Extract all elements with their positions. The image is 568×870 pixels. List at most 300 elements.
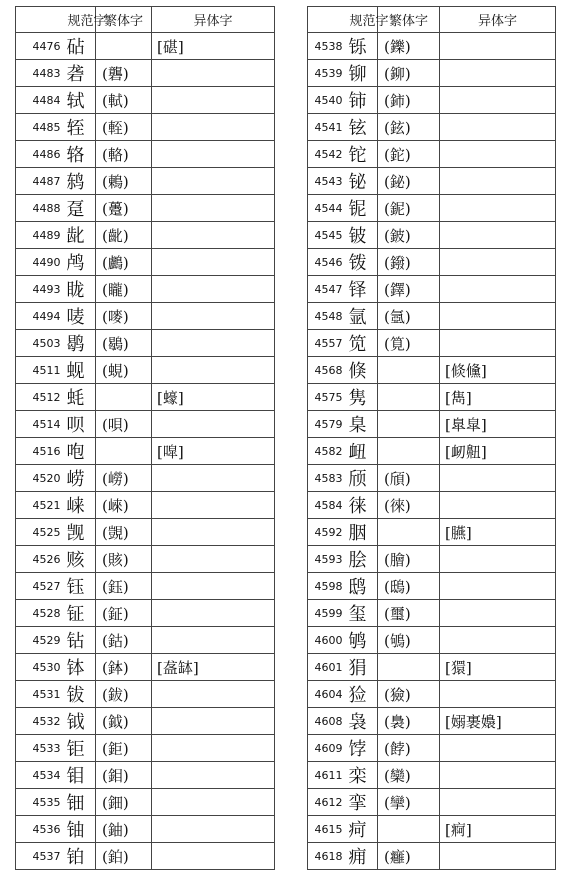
entry-number: 4489 — [16, 222, 64, 249]
table-row — [16, 816, 275, 843]
standard-char: 衄 — [346, 438, 378, 465]
traditional-char: (鏺) — [378, 249, 440, 276]
table-row — [308, 87, 556, 114]
entry-number: 4511 — [16, 357, 64, 384]
entry-number: 4545 — [308, 222, 346, 249]
standard-char: 饽 — [346, 735, 378, 762]
entry-number: 4546 — [308, 249, 346, 276]
variant-char — [440, 627, 556, 654]
table-row — [308, 573, 556, 600]
entry-number: 4568 — [308, 357, 346, 384]
standard-char: 铉 — [346, 114, 378, 141]
traditional-char: (賅) — [96, 546, 152, 573]
traditional-char — [96, 384, 152, 411]
traditional-char: (齔) — [96, 222, 152, 249]
standard-char: 咆 — [64, 438, 96, 465]
standard-char: 钺 — [64, 708, 96, 735]
traditional-char: (矓) — [96, 276, 152, 303]
traditional-char: (鈮) — [378, 195, 440, 222]
standard-char: 钼 — [64, 762, 96, 789]
traditional-char: (膾) — [378, 546, 440, 573]
variant-char: [盋缽] — [152, 654, 275, 681]
entry-number: 4488 — [16, 195, 64, 222]
table-row — [308, 735, 556, 762]
standard-char: 蚝 — [64, 384, 96, 411]
traditional-char: (鉍) — [378, 168, 440, 195]
standard-char: 铄 — [346, 33, 378, 60]
standard-char: 疴 — [346, 816, 378, 843]
variant-char — [152, 762, 275, 789]
table-row — [16, 114, 275, 141]
entry-number: 4600 — [308, 627, 346, 654]
header-traditional: 繁体字 — [378, 7, 440, 33]
standard-char: 铋 — [346, 168, 378, 195]
table-row — [308, 492, 556, 519]
variant-char — [440, 87, 556, 114]
standard-char: 赅 — [64, 546, 96, 573]
entry-number: 4604 — [308, 681, 346, 708]
entry-number: 4593 — [308, 546, 346, 573]
variant-char — [152, 843, 275, 870]
right-table — [307, 6, 556, 870]
traditional-char: (崍) — [96, 492, 152, 519]
traditional-char: (鶡) — [96, 330, 152, 357]
header-variant: 异体字 — [152, 7, 275, 33]
entry-number: 4503 — [16, 330, 64, 357]
traditional-char: (嶗) — [96, 465, 152, 492]
standard-char: 眬 — [64, 276, 96, 303]
standard-char: 辂 — [64, 141, 96, 168]
traditional-char — [378, 411, 440, 438]
table-row — [16, 141, 275, 168]
traditional-char: (唄) — [96, 411, 152, 438]
standard-char: 蚬 — [64, 357, 96, 384]
table-row — [16, 735, 275, 762]
traditional-char: (頎) — [378, 465, 440, 492]
variant-char — [152, 411, 275, 438]
table-row — [308, 600, 556, 627]
entry-number: 4582 — [308, 438, 346, 465]
entry-number: 4599 — [308, 600, 346, 627]
entry-number: 4608 — [308, 708, 346, 735]
traditional-char: (鈸) — [96, 681, 152, 708]
table-row — [308, 438, 556, 465]
entry-number: 4544 — [308, 195, 346, 222]
variant-char — [152, 708, 275, 735]
table-row — [16, 222, 275, 249]
table-row — [308, 546, 556, 573]
traditional-char: (鈹) — [378, 222, 440, 249]
table-row — [16, 573, 275, 600]
variant-char — [152, 303, 275, 330]
table-row — [308, 357, 556, 384]
entry-number: 4615 — [308, 816, 346, 843]
traditional-char: (鉞) — [96, 708, 152, 735]
variant-char: [碪] — [152, 33, 275, 60]
standard-char: 铂 — [64, 843, 96, 870]
traditional-char: (裊) — [378, 708, 440, 735]
traditional-char: (鉬) — [96, 762, 152, 789]
traditional-char: (礱) — [96, 60, 152, 87]
variant-char — [152, 141, 275, 168]
variant-char — [440, 789, 556, 816]
standard-char: 栾 — [346, 762, 378, 789]
variant-char — [152, 465, 275, 492]
standard-char: 轾 — [64, 114, 96, 141]
entry-number: 4598 — [308, 573, 346, 600]
variant-char — [152, 357, 275, 384]
traditional-char: (癰) — [378, 843, 440, 870]
standard-char: 钵 — [64, 654, 96, 681]
table-row — [16, 438, 275, 465]
entry-number: 4529 — [16, 627, 64, 654]
entry-number: 4538 — [308, 33, 346, 60]
entry-number: 4540 — [308, 87, 346, 114]
traditional-char: (攣) — [378, 789, 440, 816]
variant-char — [440, 573, 556, 600]
traditional-char: (鑠) — [378, 33, 440, 60]
entry-number: 4618 — [308, 843, 346, 870]
variant-char — [152, 816, 275, 843]
traditional-char: (鈿) — [96, 789, 152, 816]
table-row — [308, 168, 556, 195]
traditional-char — [378, 357, 440, 384]
standard-char: 钰 — [64, 573, 96, 600]
table-row — [308, 654, 556, 681]
variant-char: [痾] — [440, 816, 556, 843]
entry-number: 4527 — [16, 573, 64, 600]
variant-char — [152, 114, 275, 141]
traditional-char: (鴝) — [378, 627, 440, 654]
table-row — [308, 465, 556, 492]
table-row — [16, 195, 275, 222]
entry-number: 4521 — [16, 492, 64, 519]
entry-number: 4575 — [308, 384, 346, 411]
standard-char: 鹖 — [64, 330, 96, 357]
table-row — [16, 843, 275, 870]
table-row — [308, 222, 556, 249]
table-row — [308, 681, 556, 708]
entry-number: 4579 — [308, 411, 346, 438]
table-row — [308, 60, 556, 87]
variant-char — [152, 519, 275, 546]
variant-char — [440, 330, 556, 357]
standard-char: 龀 — [64, 222, 96, 249]
entry-number: 4531 — [16, 681, 64, 708]
variant-char — [440, 249, 556, 276]
standard-char: 钹 — [64, 681, 96, 708]
standard-char: 铌 — [346, 195, 378, 222]
entry-number: 4542 — [308, 141, 346, 168]
header-traditional: 繁体字 — [96, 7, 152, 33]
standard-char: 钜 — [64, 735, 96, 762]
entry-number: 4537 — [16, 843, 64, 870]
variant-char — [152, 168, 275, 195]
traditional-char: (鉉) — [378, 114, 440, 141]
entry-number: 4609 — [308, 735, 346, 762]
table-row — [308, 843, 556, 870]
traditional-char: (嘜) — [96, 303, 152, 330]
table-row — [16, 519, 275, 546]
variant-char — [440, 303, 556, 330]
variant-char: [雋] — [440, 384, 556, 411]
traditional-char: (鉢) — [96, 654, 152, 681]
left-table-body — [16, 33, 275, 870]
standard-char: 崂 — [64, 465, 96, 492]
table-row — [16, 87, 275, 114]
traditional-char: (躉) — [96, 195, 152, 222]
variant-char — [440, 600, 556, 627]
table-row — [16, 465, 275, 492]
entry-number: 4516 — [16, 438, 64, 465]
variant-char — [440, 114, 556, 141]
traditional-char: (獫) — [378, 681, 440, 708]
table-row — [308, 276, 556, 303]
entry-number: 4611 — [308, 762, 346, 789]
variant-char — [440, 843, 556, 870]
traditional-char — [378, 654, 440, 681]
standard-char: 鸫 — [64, 168, 96, 195]
standard-char: 铈 — [346, 87, 378, 114]
table-row — [16, 60, 275, 87]
table-row — [308, 519, 556, 546]
traditional-char: (軾) — [96, 87, 152, 114]
entry-number: 4476 — [16, 33, 64, 60]
variant-char: [獧] — [440, 654, 556, 681]
header-standard: 规范字 — [346, 7, 378, 33]
entry-number: 4512 — [16, 384, 64, 411]
entry-number: 4494 — [16, 303, 64, 330]
variant-char — [152, 600, 275, 627]
table-row — [308, 33, 556, 60]
entry-number: 4533 — [16, 735, 64, 762]
variant-char: [倐儵] — [440, 357, 556, 384]
header-row — [16, 7, 275, 33]
traditional-char: (輊) — [96, 114, 152, 141]
variant-char — [152, 789, 275, 816]
table-row — [16, 546, 275, 573]
traditional-char: (覬) — [96, 519, 152, 546]
entry-number: 4485 — [16, 114, 64, 141]
traditional-char: (輅) — [96, 141, 152, 168]
entry-number: 4486 — [16, 141, 64, 168]
standard-char: 铆 — [346, 60, 378, 87]
variant-char — [440, 195, 556, 222]
standard-char: 袅 — [346, 708, 378, 735]
traditional-char: (餑) — [378, 735, 440, 762]
right-table-body — [308, 33, 556, 870]
table-row — [16, 789, 275, 816]
entry-number: 4532 — [16, 708, 64, 735]
table-row — [16, 168, 275, 195]
header-number — [16, 7, 64, 33]
header-row — [308, 7, 556, 33]
standard-char: 猃 — [346, 681, 378, 708]
table-row — [16, 627, 275, 654]
standard-char: 轼 — [64, 87, 96, 114]
table-row — [16, 654, 275, 681]
variant-char: [臙] — [440, 519, 556, 546]
table-row — [16, 708, 275, 735]
entry-number: 4601 — [308, 654, 346, 681]
variant-char — [152, 735, 275, 762]
standard-char: 鸲 — [346, 627, 378, 654]
entry-number: 4534 — [16, 762, 64, 789]
traditional-char: (欒) — [378, 762, 440, 789]
variant-char — [440, 735, 556, 762]
variant-char — [440, 681, 556, 708]
standard-char: 唛 — [64, 303, 96, 330]
entry-number: 4557 — [308, 330, 346, 357]
traditional-char: (鉦) — [96, 600, 152, 627]
standard-char: 玺 — [346, 600, 378, 627]
entry-number: 4530 — [16, 654, 64, 681]
standard-char: 脍 — [346, 546, 378, 573]
traditional-char — [378, 384, 440, 411]
variant-char — [152, 492, 275, 519]
variant-char — [440, 222, 556, 249]
table-row — [16, 681, 275, 708]
header-number — [308, 7, 346, 33]
variant-char: [噑] — [152, 438, 275, 465]
entry-number: 4584 — [308, 492, 346, 519]
variant-char: [蠔] — [152, 384, 275, 411]
entry-number: 4514 — [16, 411, 64, 438]
entry-number: 4490 — [16, 249, 64, 276]
traditional-char: (鶇) — [96, 168, 152, 195]
entry-number: 4543 — [308, 168, 346, 195]
variant-char — [152, 681, 275, 708]
standard-char: 挛 — [346, 789, 378, 816]
table-row — [308, 195, 556, 222]
entry-number: 4539 — [308, 60, 346, 87]
variant-char — [440, 168, 556, 195]
traditional-char — [96, 438, 152, 465]
variant-char — [440, 276, 556, 303]
table-row — [16, 33, 275, 60]
traditional-char: (鉅) — [96, 735, 152, 762]
standard-char: 徕 — [346, 492, 378, 519]
standard-char: 倏 — [346, 357, 378, 384]
traditional-char: (氬) — [378, 303, 440, 330]
entry-number: 4612 — [308, 789, 346, 816]
standard-char: 铎 — [346, 276, 378, 303]
entry-number: 4483 — [16, 60, 64, 87]
traditional-char: (鉈) — [378, 141, 440, 168]
standard-char: 觊 — [64, 519, 96, 546]
traditional-char: (筧) — [378, 330, 440, 357]
standard-char: 隽 — [346, 384, 378, 411]
table-row — [16, 249, 275, 276]
table-row — [16, 762, 275, 789]
variant-char — [152, 330, 275, 357]
standard-char: 趸 — [64, 195, 96, 222]
traditional-char — [378, 438, 440, 465]
standard-char: 颀 — [346, 465, 378, 492]
standard-char: 鸬 — [64, 249, 96, 276]
traditional-char: (鉑) — [96, 843, 152, 870]
variant-char — [152, 627, 275, 654]
standard-char: 胭 — [346, 519, 378, 546]
traditional-char: (鉚) — [378, 60, 440, 87]
variant-char — [440, 546, 556, 573]
variant-char — [152, 195, 275, 222]
entry-number: 4493 — [16, 276, 64, 303]
table-row — [308, 114, 556, 141]
entry-number: 4520 — [16, 465, 64, 492]
variant-char: [衂䶊] — [440, 438, 556, 465]
standard-char: 钻 — [64, 627, 96, 654]
table-row — [308, 249, 556, 276]
traditional-char: (鈰) — [378, 87, 440, 114]
header-standard: 规范字 — [64, 7, 96, 33]
standard-char: 笕 — [346, 330, 378, 357]
table-row — [308, 816, 556, 843]
standard-char: 䥽 — [346, 249, 378, 276]
standard-char: 铊 — [346, 141, 378, 168]
table-row — [308, 708, 556, 735]
table-row — [16, 357, 275, 384]
variant-char — [440, 60, 556, 87]
entry-number: 4525 — [16, 519, 64, 546]
table-row — [16, 492, 275, 519]
table-row — [16, 276, 275, 303]
standard-char: 痈 — [346, 843, 378, 870]
table-row — [16, 303, 275, 330]
traditional-char: (鴟) — [378, 573, 440, 600]
traditional-char: (徠) — [378, 492, 440, 519]
entry-number: 4548 — [308, 303, 346, 330]
table-row — [16, 411, 275, 438]
traditional-char: (鈾) — [96, 816, 152, 843]
standard-char: 呗 — [64, 411, 96, 438]
traditional-char — [378, 519, 440, 546]
variant-char — [152, 222, 275, 249]
standard-char: 氩 — [346, 303, 378, 330]
variant-char: [臯皐] — [440, 411, 556, 438]
entry-number: 4528 — [16, 600, 64, 627]
standard-char: 砧 — [64, 33, 96, 60]
standard-char: 钿 — [64, 789, 96, 816]
traditional-char: (蜆) — [96, 357, 152, 384]
entry-number: 4535 — [16, 789, 64, 816]
entry-number: 4547 — [308, 276, 346, 303]
variant-char — [440, 492, 556, 519]
standard-char: 鸱 — [346, 573, 378, 600]
entry-number: 4484 — [16, 87, 64, 114]
entry-number: 4526 — [16, 546, 64, 573]
standard-char: 砻 — [64, 60, 96, 87]
table-row — [308, 627, 556, 654]
header-variant: 异体字 — [440, 7, 556, 33]
entry-number: 4583 — [308, 465, 346, 492]
table-row — [308, 411, 556, 438]
table-row — [308, 384, 556, 411]
variant-char — [152, 60, 275, 87]
variant-char — [152, 546, 275, 573]
table-row — [16, 384, 275, 411]
variant-char: [嫋裹嬝] — [440, 708, 556, 735]
variant-char — [440, 33, 556, 60]
table-row — [308, 762, 556, 789]
variant-char — [152, 249, 275, 276]
standard-char: 臬 — [346, 411, 378, 438]
variant-char — [440, 762, 556, 789]
entry-number: 4536 — [16, 816, 64, 843]
table-row — [308, 789, 556, 816]
standard-char: 铀 — [64, 816, 96, 843]
traditional-char: (鸕) — [96, 249, 152, 276]
